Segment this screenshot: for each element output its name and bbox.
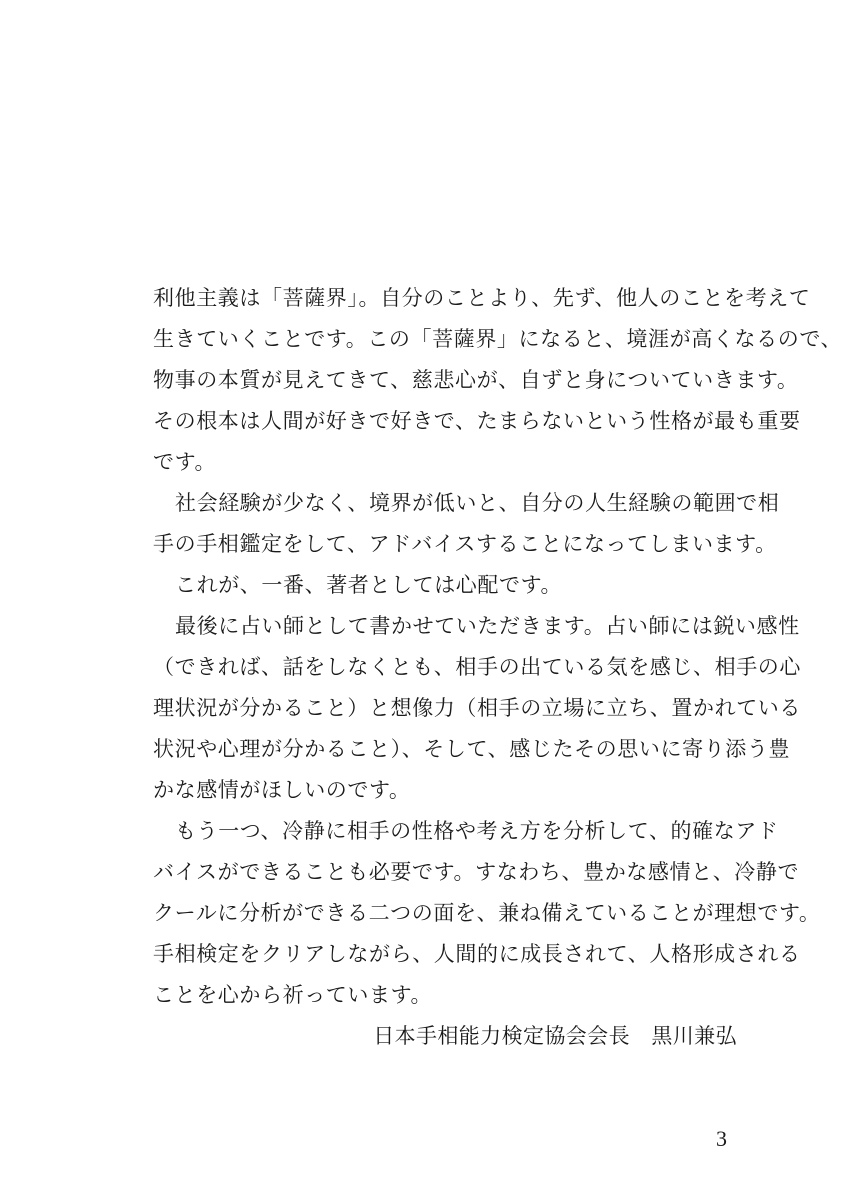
paragraph — [153, 565, 737, 606]
paragraph — [153, 811, 821, 1016]
text-line: かな感情がほしいのです。 — [153, 778, 411, 802]
text-line: クールに分析ができる二つの面を、兼ね備えていることが理想です。 — [153, 901, 821, 925]
page-number: 3 — [716, 1126, 727, 1151]
text-line: （できれば、話をしなくとも、相手の出ている気を感じ、相手の心 — [153, 655, 801, 679]
text-line: 社会経験が少なく、境界が低いと、自分の人生経験の範囲で相 — [175, 491, 780, 515]
text-line: 生きていくことです。この「菩薩界」になると、境涯が高くなるので、 — [153, 327, 843, 351]
text-line: 理状況が分かること）と想像力（相手の立場に立ち、置かれている — [153, 696, 801, 720]
text-line: 状況や心理が分かること）、そして、感じたその思いに寄り添う豊 — [153, 737, 791, 761]
text-line: 手相検定をクリアしながら、人間的に成長されて、人格形成される — [153, 942, 801, 966]
text-line: 物事の本質が見えてきて、慈悲心が、自ずと身についていきます。 — [153, 368, 799, 392]
author-signature: 日本手相能力検定協会会長 黒川兼弘 — [373, 1024, 737, 1048]
text-line: 手の手相鑑定をして、アドバイスすることになってしまいます。 — [153, 532, 777, 556]
paragraph — [153, 483, 780, 565]
paragraph — [153, 278, 843, 483]
text-line: バイスができることも必要です。すなわち、豊かな感情と、冷静で — [153, 860, 800, 884]
text-line: ことを心から祈っています。 — [153, 983, 433, 1007]
text-line: これが、一番、著者としては心配です。 — [175, 573, 563, 597]
paragraph — [153, 606, 801, 811]
document-body — [153, 278, 843, 1057]
text-line: その根本は人間が好きで好きで、たまらないという性格が最も重要 — [153, 409, 801, 433]
text-line: 利他主義は「菩薩界」。自分のことより、先ず、他人のことを考えて — [153, 286, 811, 310]
text-line: 最後に占い師として書かせていただきます。占い師には鋭い感性 — [175, 614, 800, 638]
text-line: もう一つ、冷静に相手の性格や考え方を分析して、的確なアド — [175, 819, 779, 843]
text-line: です。 — [153, 450, 217, 474]
